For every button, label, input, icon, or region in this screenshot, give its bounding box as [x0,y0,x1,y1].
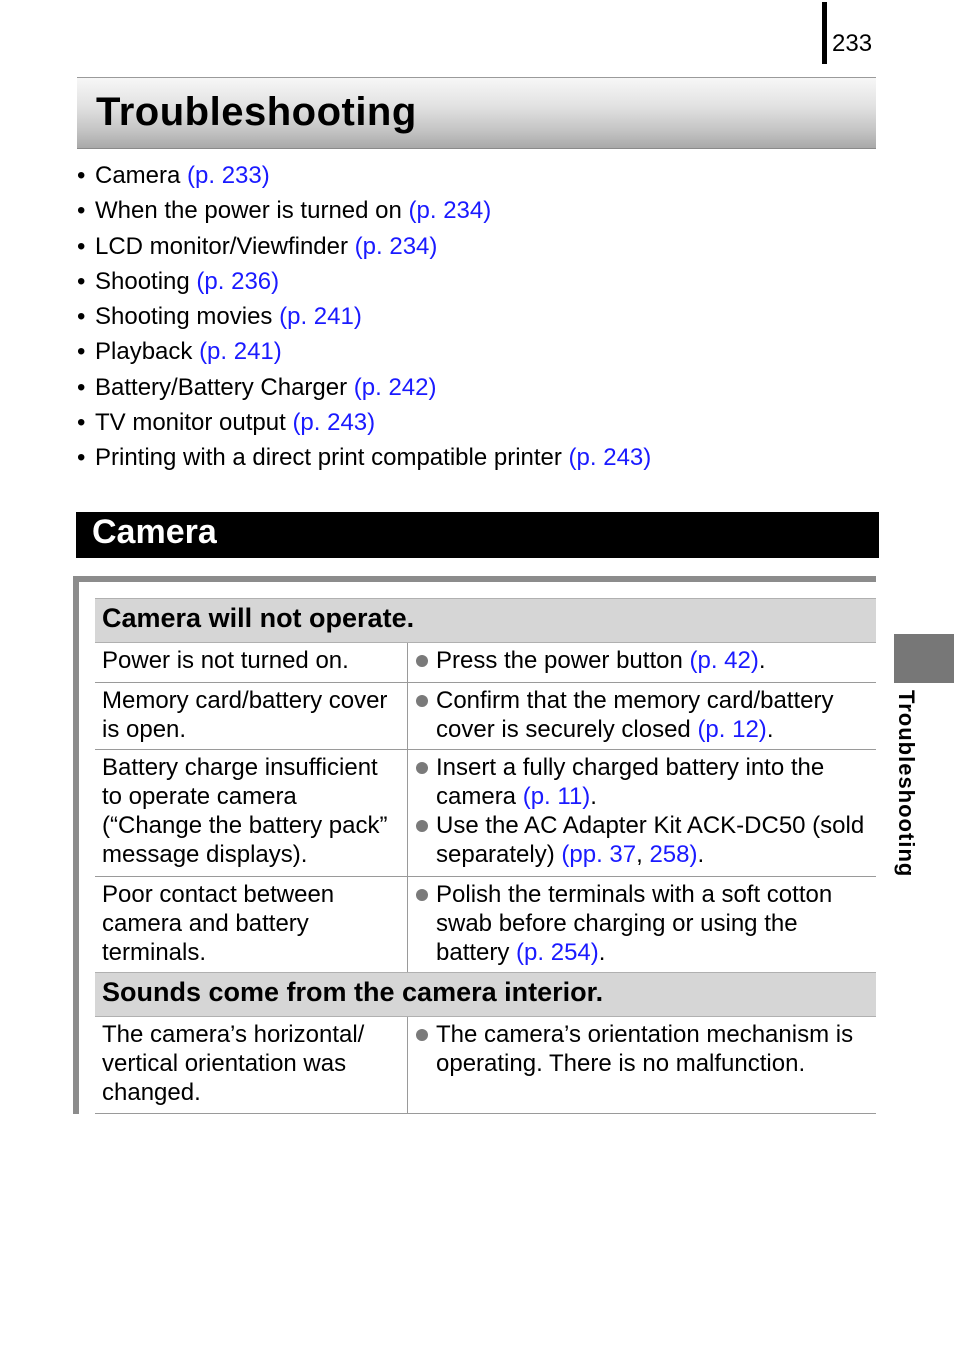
solution-text: Press the power button [436,647,690,674]
page-number: 233 [832,30,873,57]
punctuation: . [697,841,705,868]
solution-item [416,686,870,744]
solution-item [416,646,870,675]
solution-cell [408,1017,876,1113]
page-link[interactable]: (p. 42) [689,647,759,674]
toc-item: • Shooting (p. 236) [77,267,280,295]
solution-text: Polish the terminals with a soft cotton swab before charging or using the battery [436,881,833,966]
cause-cell: Memory card/battery cover is open. [95,683,408,749]
bullet-icon [416,1029,428,1041]
page-link[interactable]: (p. 11) [522,783,591,810]
toc-item-label: Battery/Battery Charger [95,373,354,401]
toc-item: • Camera (p. 233) [77,162,270,189]
toc-item: • Playback (p. 241) [77,338,282,366]
toc-item: • TV monitor output (p. 243) [77,409,376,437]
toc-item-label: Shooting [95,267,197,295]
toc-item-link[interactable]: (p. 233) [187,162,270,189]
toc-item-label: Camera [95,162,188,189]
toc-item-link[interactable]: (p. 241) [199,338,282,366]
toc-item-link[interactable]: (p. 241) [279,303,362,331]
solution-text: Use the AC Adapter Kit ACK-DC50 (sold separately) [436,812,865,868]
toc-item: • When the power is turned on (p. 234) [77,197,492,225]
bullet-icon [416,820,428,832]
solution-item [416,753,870,811]
table-row [95,1017,876,1114]
problem-table-camera-will-not-operate [95,598,876,973]
frame-top-rule [73,576,876,582]
page-link[interactable]: 258) [649,841,698,868]
page-link[interactable]: (p. 254) [516,939,599,966]
toc-item-label: When the power is turned on [95,197,409,225]
solution-text: The camera’s orientation mechanism is operating. There is no malfunction. [436,1021,854,1077]
solution-cell [408,750,876,876]
solution-item [416,880,870,967]
toc-item-label: Playback [95,338,200,366]
table-heading: Camera will not operate. [95,598,876,643]
toc-item-link[interactable]: (p. 243) [292,409,376,437]
punctuation: . [758,647,766,674]
toc-item-link[interactable]: (p. 243) [568,444,652,472]
solution-cell [408,683,876,749]
cause-cell: Poor contact between camera and battery terminals. [95,877,408,973]
chapter-tab-marker [894,634,954,683]
bullet-icon [416,762,428,774]
solution-text: Insert a fully charged battery into the camera [436,754,825,810]
toc-item: • Shooting movies (p. 241) [77,303,362,331]
bullet-icon [416,655,428,667]
toc-item-label: Shooting movies [95,303,280,331]
table-row [95,683,876,750]
toc-list [77,158,651,476]
solution-text: Confirm that the memory card/battery cover is securely closed [436,687,834,743]
table-row [95,643,876,683]
cause-cell: Power is not turned on. [95,643,408,682]
solution-item [416,1020,870,1078]
solution-cell [408,877,876,973]
cause-cell: Battery charge insufficient to operate camera (“Change the battery pack” message displays). [95,750,408,876]
page-link[interactable]: (p. 12) [697,716,767,743]
bullet-icon [416,695,428,707]
toc-item-label: TV monitor output [95,409,293,437]
table-heading: Sounds come from the camera interior. [95,972,876,1017]
toc-item-link[interactable]: (p. 234) [354,232,438,260]
cause-cell: The camera’s horizontal/ vertical orientation was changed. [95,1017,408,1113]
toc-item: • Printing with a direct print compatible printer (p. 243) [77,444,652,472]
bullet-icon [416,889,428,901]
chapter-side-label: Troubleshooting [894,690,919,878]
solution-item [416,811,870,869]
toc-item-link[interactable]: (p. 242) [353,373,437,401]
problem-table-sounds [95,972,876,1114]
section-title: Camera [92,513,217,551]
page-link[interactable]: (pp. 37 [561,841,637,868]
toc-item-link[interactable]: (p. 236) [196,267,280,295]
page-number-rule [822,2,827,64]
table-row [95,750,876,877]
page-title: Troubleshooting [96,90,417,134]
punctuation: . [766,716,774,743]
toc-item-label: LCD monitor/Viewfinder [95,232,355,260]
solution-cell [408,643,876,682]
punctuation: . [598,939,606,966]
frame-left-rule [73,576,79,1114]
punctuation: . [590,783,597,810]
toc-item: • Battery/Battery Charger (p. 242) [77,373,437,401]
table-row [95,877,876,973]
toc-item: • LCD monitor/Viewfinder (p. 234) [77,232,438,260]
separator: , [636,841,650,868]
toc-item-link[interactable]: (p. 234) [408,197,492,225]
toc-item-label: Printing with a direct print compatible printer [95,444,569,472]
